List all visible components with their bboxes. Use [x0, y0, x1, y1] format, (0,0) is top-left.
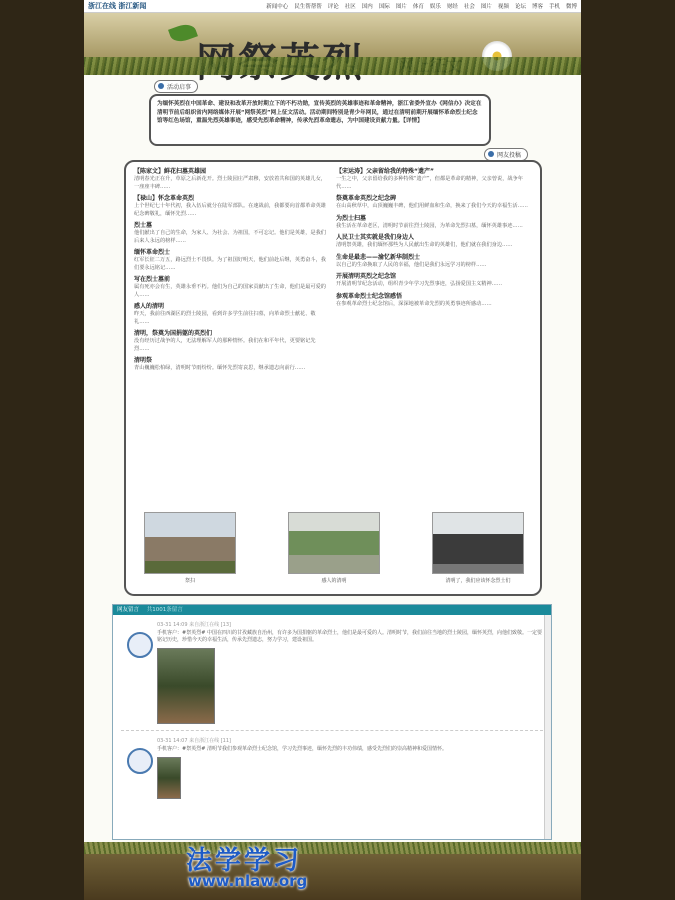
- submission-item[interactable]: [336, 254, 532, 270]
- nav-link[interactable]: 手机: [548, 4, 560, 10]
- page-footer: [84, 842, 581, 900]
- comment-meta: 03-31 14:09 来自浙江在线 [13]: [157, 622, 231, 628]
- submission-excerpt: 在山高秋草中，山顶巍巍丰碑，他们用鲜血和生命，换来了我们今天的幸福生活……: [336, 203, 528, 209]
- avatar[interactable]: [127, 748, 153, 774]
- submission-item[interactable]: [336, 293, 532, 309]
- page-container: [84, 0, 581, 900]
- avatar[interactable]: [127, 632, 153, 658]
- submission-title[interactable]: 清明祭: [134, 357, 153, 364]
- nav-link[interactable]: 国际: [378, 4, 390, 10]
- comment-text: 手机客户：#祭英烈# 中国在四川的甘孜藏族自治州，有许多为国捐躯的革命烈士，他们是最可爱的人。清明时节，我们前往当地的烈士陵园，缅怀英烈，向他们致敬。一定要铭记历史，珍惜今天的幸福生活，传承先烈遗志，努力学习，建设祖国。: [157, 630, 542, 643]
- photo-soldiers[interactable]: [432, 512, 524, 574]
- watermark-url: www.nlaw.org: [188, 872, 308, 890]
- submission-title[interactable]: 【宋运涛】父亲留给我的特殊“遗产”: [336, 168, 434, 175]
- nav-link[interactable]: 博客: [531, 4, 543, 10]
- submission-item[interactable]: [336, 234, 532, 250]
- submission-title[interactable]: 写在烈士墓前: [134, 276, 171, 283]
- submission-item[interactable]: [134, 195, 330, 218]
- submission-title[interactable]: 【陈家文】鲜花扫墓英雄园: [134, 168, 207, 175]
- nav-link[interactable]: 民生帮帮帮: [294, 4, 322, 10]
- photo-caption: 感人的清明: [321, 578, 347, 584]
- submissions-left-column: [134, 168, 330, 377]
- submission-title[interactable]: 开展清明英烈之纪念馆: [336, 273, 397, 280]
- submission-item[interactable]: [134, 357, 330, 373]
- comment-item: [121, 630, 543, 724]
- page-background-left: [0, 0, 84, 900]
- comment-meta: 03-31 14:07 来自浙江在线 [11]: [157, 738, 231, 744]
- nav-link[interactable]: 体育: [412, 4, 424, 10]
- submission-title[interactable]: 为烈士扫墓: [336, 214, 367, 222]
- submission-item[interactable]: [134, 249, 330, 272]
- page-background-right: [581, 0, 675, 900]
- submission-title[interactable]: 清明，祭奠为国捐躯的英烈们: [134, 330, 213, 337]
- submission-excerpt: 属有死亦会有生，英雄永垂不朽。他们为自己的国家贡献出了生命，他们是最可爱的人……: [134, 284, 326, 298]
- submission-excerpt: 没有经历过战争的人，无法理解军人的那种情怀。我们在和平年代，更要铭记先烈……: [134, 338, 316, 352]
- comment-text: 手机客户：#祭英烈# 清明节我们参观革命烈士纪念馆，学习先烈事迹，缅怀先烈的丰功伟绩，感受先烈们的崇高精神和爱国情怀。: [157, 746, 447, 752]
- submissions-right-column: [336, 168, 532, 312]
- submission-item[interactable]: [134, 168, 330, 191]
- submission-excerpt: 上个世纪七十年代初，我入伍后就分在陆军部队。在速战前，我都要向首都革命英雄纪念碑敬礼，缅怀先烈……: [134, 203, 326, 217]
- nav-link[interactable]: 国内: [361, 4, 373, 10]
- submission-title[interactable]: 人民卫士其实就是我们身边人: [336, 234, 415, 241]
- comment-item: [121, 746, 543, 799]
- announcement-text: 为缅怀英烈在中国革命、建设和改革开放时期立下的不朽功勋，宣传英烈的英雄事迹和革命精神，浙江省委外宣办《网信办》决定在清明节前后组织省内网络媒体开展“网祭英烈”网上征文活动。活动期间特别是青少年网民，通过在清明前期开展缅怀革命烈士纪念馆等红色场馆，重温先烈英雄事迹，感受先烈革命精神，传承先烈革命遗志，为中国建设贡献力量。【详情】: [157, 101, 482, 124]
- nav-link[interactable]: 视频: [497, 4, 509, 10]
- submission-item[interactable]: [134, 303, 330, 326]
- submission-title[interactable]: 生命是最悲——渝忆新华制烈士: [336, 253, 421, 261]
- submission-excerpt: 昨天，我前往西湖区的烈士陵园，看到许多学生前往扫墓，向革命烈士献花、敬礼……: [134, 311, 316, 325]
- submission-title[interactable]: 缅怀革命烈士: [134, 249, 171, 256]
- nav-link[interactable]: 微博: [565, 4, 577, 10]
- submission-excerpt: 一生之中，父亲留给我的多种特殊“遗产”，但都是革命的精神，父亲曾说，战争年代……: [336, 176, 523, 190]
- submission-item[interactable]: [134, 330, 330, 353]
- submission-excerpt: 以自己的生命换取了人民的幸福，他们是我们永远学习的榜样……: [336, 261, 487, 268]
- photo-strip: [144, 512, 524, 584]
- leaf-decoration-icon: [168, 21, 198, 45]
- nav-link[interactable]: 娱乐: [429, 4, 441, 10]
- photo-caption: 祭扫: [184, 578, 195, 584]
- top-nav-links: [266, 2, 577, 10]
- nav-link[interactable]: 图片: [395, 4, 407, 10]
- section-tag-submissions: 网友投稿: [484, 148, 528, 161]
- comments-panel: [112, 604, 552, 840]
- nav-link[interactable]: 社区: [344, 4, 356, 10]
- comment-photo[interactable]: [157, 757, 181, 799]
- submission-title[interactable]: 【禄山】怀念革命英烈: [134, 195, 195, 202]
- photo-caption: 清明了，我们应该怀念烈士们: [445, 578, 511, 584]
- nav-link[interactable]: 社会: [463, 4, 475, 10]
- nav-link[interactable]: 图片: [480, 4, 492, 10]
- comment-divider: [121, 730, 543, 731]
- nav-link[interactable]: 评论: [327, 4, 339, 10]
- submission-excerpt: 红军长征二万五，路远烈士不畏惧。为了祖国好明天，他们前赴后继，英勇奋斗，我们要永远铭记……: [134, 257, 326, 271]
- comments-header: [113, 605, 551, 615]
- submission-item[interactable]: [336, 273, 532, 289]
- top-navigation-bar: [84, 0, 581, 13]
- grass-decoration: [84, 842, 581, 854]
- submission-title[interactable]: 祭奠革命英烈之纪念碑: [336, 195, 397, 202]
- submission-excerpt: 清明祭英雄，我们缅怀那些为人民献出生命的英雄们，他们就在我们身边……: [336, 242, 513, 248]
- nav-link[interactable]: 论坛: [514, 4, 526, 10]
- submission-item[interactable]: [134, 222, 330, 245]
- comments-count: 共1001条留言: [146, 607, 183, 613]
- submission-excerpt: 在参观革命烈士纪念馆后，深深地被革命先烈的英勇事迹所感动……: [336, 300, 492, 307]
- photo-memorial[interactable]: [144, 512, 236, 574]
- submission-item[interactable]: [134, 276, 330, 299]
- grass-decoration: [84, 57, 581, 75]
- site-logo[interactable]: 浙江在线 浙江新闻: [88, 2, 147, 10]
- submission-excerpt: 开展清明节纪念活动，组织青少年学习先烈事迹，弘扬爱国主义精神……: [336, 281, 503, 287]
- submission-item[interactable]: [336, 168, 532, 191]
- submission-excerpt: 青山巍巍松柏绿，清明时节雨纷纷。缅怀先烈寄哀思，继承遗志向前行……: [134, 365, 306, 371]
- comments-scrollbar[interactable]: [544, 615, 551, 839]
- submissions-box: [124, 160, 542, 596]
- comment-photo[interactable]: [157, 648, 215, 724]
- submission-excerpt: 我生活在革命老区，清明时节前往烈士陵园，为革命先烈扫墓，缅怀英雄事迹……: [336, 222, 523, 229]
- submission-title[interactable]: 感人的清明: [134, 303, 165, 310]
- page-banner: [84, 13, 581, 75]
- photo-item[interactable]: [432, 512, 524, 584]
- watermark-title: 法学学习: [186, 846, 303, 876]
- submission-item[interactable]: [336, 195, 532, 211]
- submission-item[interactable]: [336, 215, 532, 231]
- announcement-box: [149, 94, 491, 146]
- section-tag-announcement: 活动启事: [154, 80, 198, 93]
- nav-link[interactable]: 新闻中心: [266, 4, 289, 10]
- photo-item[interactable]: [288, 512, 380, 584]
- submission-excerpt: 清明春光正在升，草原之后新花开。烈士陵园庄严肃穆，安放着共和国的英雄儿女，一座座丰碑……: [134, 176, 326, 190]
- photo-item[interactable]: [144, 512, 236, 584]
- nav-link[interactable]: 财经: [446, 4, 458, 10]
- submission-excerpt: 他们献出了自己的生命，为家人、为社会、为祖国，不可忘记。他们是英雄，是我们后来人永远的榜样……: [134, 230, 326, 244]
- photo-ceremony[interactable]: [288, 512, 380, 574]
- submission-title[interactable]: 参观革命烈士纪念馆感悟: [336, 292, 403, 300]
- comments-title: 网友留言: [117, 607, 140, 613]
- submission-title[interactable]: 烈士墓: [134, 222, 153, 229]
